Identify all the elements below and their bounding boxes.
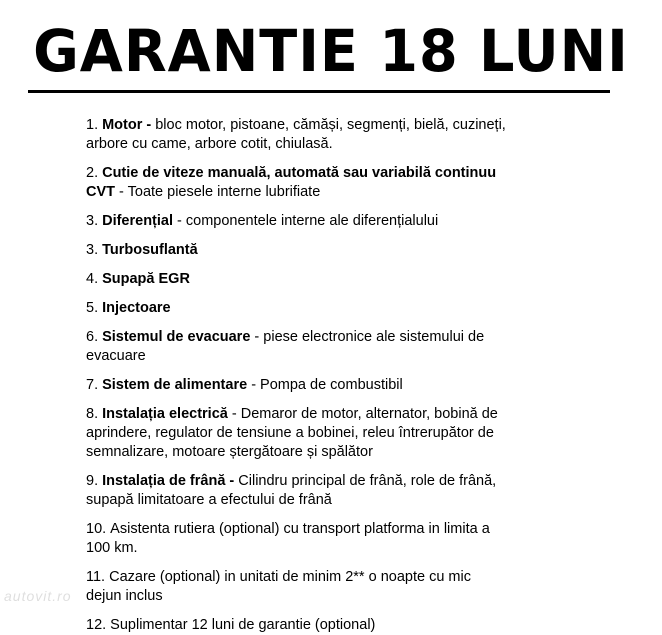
item-description: - Toate piesele interne lubrifiate bbox=[115, 184, 321, 200]
warranty-item bbox=[86, 616, 506, 635]
item-description: - Demaror de motor, alternator, bobină de aprindere, regulator de tensiune a bobinei, releu întrerupător de semnalizare, motoare ștergătoare și spălător bbox=[86, 406, 498, 460]
warranty-item bbox=[86, 164, 506, 202]
warranty-item bbox=[86, 212, 506, 231]
item-number: 8. bbox=[86, 406, 99, 422]
warranty-item bbox=[86, 328, 506, 366]
warranty-item bbox=[86, 241, 506, 260]
warranty-item bbox=[86, 116, 506, 154]
item-description: bloc motor, pistoane, cămăși, segmenți, bielă, cuzineți, arbore cu came, arbore cotit, chiulasă. bbox=[86, 117, 506, 152]
item-number: 11. bbox=[86, 569, 106, 585]
page-title: GARANTIE 18 LUNI bbox=[33, 17, 629, 85]
warranty-item bbox=[86, 405, 506, 462]
item-number: 6. bbox=[86, 329, 99, 345]
item-heading: Motor - bbox=[102, 117, 152, 133]
item-number: 4. bbox=[86, 271, 99, 287]
watermark-logo: autovit.ro bbox=[4, 588, 72, 604]
warranty-item bbox=[86, 520, 506, 558]
item-heading: Supapă EGR bbox=[102, 271, 190, 287]
warranty-list bbox=[86, 116, 506, 635]
warranty-item bbox=[86, 568, 506, 606]
item-number: 3. bbox=[86, 213, 99, 229]
warranty-item bbox=[86, 270, 506, 289]
item-number: 10. bbox=[86, 521, 107, 537]
item-heading: Turbosuflantă bbox=[102, 242, 198, 258]
item-description: Suplimentar 12 luni de garantie (optional) bbox=[110, 617, 376, 633]
item-number: 3. bbox=[86, 242, 99, 258]
item-number: 2. bbox=[86, 165, 99, 181]
warranty-item bbox=[86, 472, 506, 510]
item-description: Cazare (optional) in unitati de minim 2** o noapte cu mic dejun inclus bbox=[86, 569, 471, 604]
item-heading: Diferențial bbox=[102, 213, 174, 229]
item-description: Cilindru principal de frână, role de frână, supapă limitatoare a efectului de frână bbox=[86, 473, 497, 508]
item-heading: Sistem de alimentare bbox=[102, 377, 248, 393]
warranty-item bbox=[86, 376, 506, 395]
title-underline bbox=[28, 90, 610, 93]
item-number: 12. bbox=[86, 617, 107, 633]
item-heading: Instalația electrică bbox=[102, 406, 228, 422]
item-heading: Cutie de viteze manuală, automată sau variabilă continuu CVT bbox=[86, 165, 497, 200]
item-number: 1. bbox=[86, 117, 99, 133]
item-number: 7. bbox=[86, 377, 99, 393]
item-heading: Instalația de frână - bbox=[102, 473, 235, 489]
item-description: - Pompa de combustibil bbox=[247, 377, 403, 393]
item-description: - componentele interne ale diferențialului bbox=[173, 213, 439, 229]
item-heading: Injectoare bbox=[102, 300, 171, 316]
item-number: 9. bbox=[86, 473, 99, 489]
warranty-item bbox=[86, 299, 506, 318]
item-description: - piese electronice ale sistemului de evacuare bbox=[86, 329, 485, 364]
item-heading: Sistemul de evacuare bbox=[102, 329, 251, 345]
item-description: Asistenta rutiera (optional) cu transport platforma in limita a 100 km. bbox=[86, 521, 490, 556]
item-number: 5. bbox=[86, 300, 99, 316]
